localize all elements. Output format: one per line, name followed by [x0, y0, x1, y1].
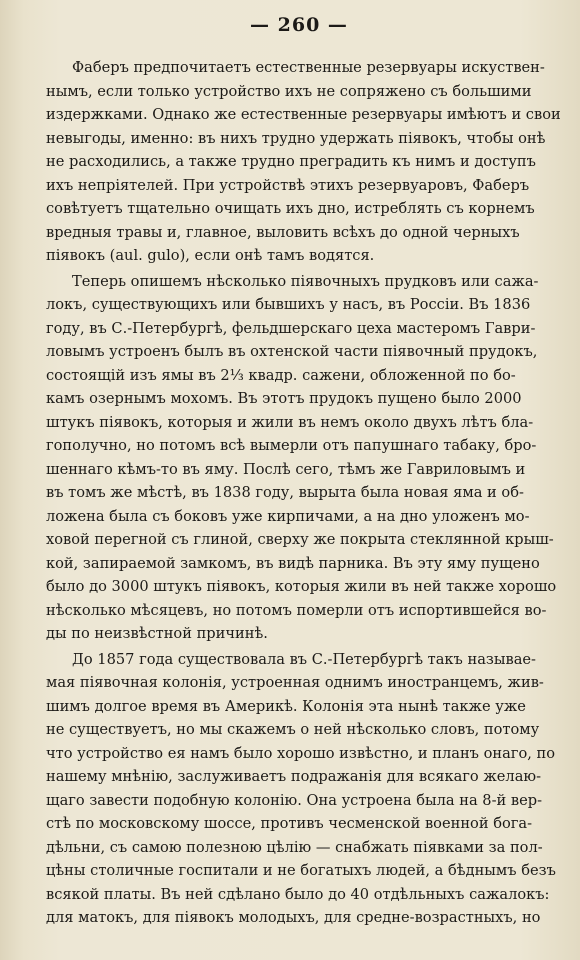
text-line: ловымъ устроенъ былъ въ охтенской части піявочный прудокъ, — [46, 343, 538, 360]
text-line: Теперь опишемъ нѣсколько піявочныхъ прудковъ или сажа- — [72, 272, 539, 290]
text-line: не расходились, а также трудно преградить къ нимъ и доступъ — [46, 153, 536, 170]
text-line: состоящій изъ ямы въ 2⅓ квадр. сажени, обложенной по бо- — [46, 366, 516, 384]
text-line: совѣтуетъ тщательно очищать ихъ дно, истреблять съ корнемъ — [46, 200, 535, 217]
text-line: въ томъ же мѣстѣ, въ 1838 году, вырыта была новая яма и об- — [46, 484, 524, 501]
text-line: щаго завести подобную колонію. Она устроена была на 8-й вер- — [46, 791, 543, 809]
text-line: ховой перегной съ глиной, сверху же покрыта стеклянной крыш- — [46, 531, 554, 548]
text-line: штукъ піявокъ, которыя и жили въ немъ около двухъ лѣтъ бла- — [46, 413, 534, 431]
text-line: шимъ долгое время въ Америкѣ. Колонія эта нынѣ также уже — [46, 697, 526, 715]
text-line: нымъ, если только устройство ихъ не сопряжено съ большими — [46, 82, 532, 100]
text-line: году, въ С.-Петербургѣ, фельдшерскаго цеха мастеромъ Гаври- — [46, 319, 536, 337]
paragraph — [46, 648, 572, 930]
text-line: мая піявочная колонія, устроенная однимъ иностранцемъ, жив- — [46, 674, 544, 691]
text-line: ложена была съ боковъ уже кирпичами, а на дно уложенъ мо- — [46, 507, 530, 525]
text-line: піявокъ (aul. gulo), если онѣ тамъ водятся. — [46, 247, 375, 264]
text-line: было до 3000 штукъ піявокъ, которыя жили въ ней также хорошо — [46, 578, 557, 595]
text-line: вредныя травы и, главное, выловить всѣхъ до одной черныхъ — [46, 223, 520, 241]
text-line: До 1857 года существовала въ С.-Петербургѣ такъ называе- — [72, 650, 536, 668]
text-line: нѣсколько мѣсяцевъ, но потомъ померли отъ испортившейся во- — [46, 601, 547, 619]
text-line: локъ, существующихъ или бывшихъ у насъ, въ Россіи. Въ 1836 — [46, 296, 531, 313]
text-line: гополучно, но потомъ всѣ вымерли отъ папушнаго табаку, бро- — [46, 437, 537, 454]
text-line: для матокъ, для піявокъ молодыхъ, для средне-возрастныхъ, но — [46, 909, 541, 926]
text-line: не существуетъ, но мы скажемъ о ней нѣсколько словъ, потому — [46, 721, 540, 738]
text-line: стѣ по московскому шоссе, противъ чесменской военной бога- — [46, 815, 533, 832]
text-line: невыгоды, именно: въ нихъ трудно удержать піявокъ, чтобы онѣ — [46, 129, 546, 147]
paragraph — [46, 56, 572, 268]
paragraph — [46, 270, 572, 646]
text-line: цѣны столичные госпитали и не богатыхъ людей, а бѣднымъ безъ — [46, 862, 556, 879]
text-line: нашему мнѣнію, заслуживаетъ подражанія для всякаго желаю- — [46, 768, 542, 785]
page-number: — 260 — — [250, 14, 348, 36]
text-line: издержками. Однако же естественные резервуары имѣютъ и свои — [46, 106, 561, 123]
text-line: шеннаго кѣмъ-то въ яму. Послѣ сего, тѣмъ же Гавриловымъ и — [46, 460, 526, 478]
text-line: кой, запираемой замкомъ, въ видѣ парника. Въ эту яму пущено — [46, 554, 540, 572]
text-line: всякой платы. Въ ней сдѣлано было до 40 отдѣльныхъ сажалокъ: — [46, 885, 550, 903]
text-line: что устройство ея намъ было хорошо извѣстно, и планъ онаго, по — [46, 744, 556, 762]
text-line: Фаберъ предпочитаетъ естественные резервуары искуствен- — [72, 59, 545, 76]
text-line: дѣльни, съ самою полезною цѣлію — снабжать піявками за пол- — [46, 838, 543, 856]
page-text — [46, 56, 572, 930]
text-line: ды по неизвѣстной причинѣ. — [46, 625, 268, 642]
text-line: камъ озернымъ мохомъ. Въ этотъ прудокъ пущено было 2000 — [46, 390, 522, 407]
text-line: ихъ непріятелей. При устройствѣ этихъ резервуаровъ, Фаберъ — [46, 176, 530, 194]
